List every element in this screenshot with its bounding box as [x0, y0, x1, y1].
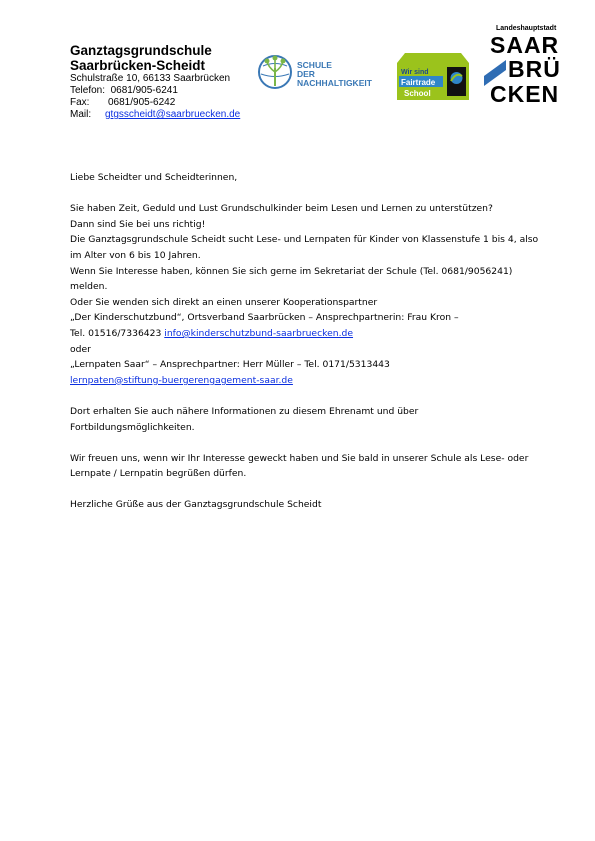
fairtrade-text-school: School	[404, 89, 431, 98]
fairtrade-mark-icon	[451, 72, 463, 84]
phone-row	[70, 85, 240, 97]
salutation: Liebe Scheidter und Scheidterinnen,	[70, 172, 238, 183]
landeshauptstadt-saarbruecken-logo	[484, 22, 564, 107]
fairtrade-text-fairtrade: Fairtrade	[401, 78, 436, 87]
kinderschutzbund-phone: Tel. 01516/7336423	[70, 327, 165, 339]
globe-tree-icon	[259, 56, 291, 89]
kinderschutzbund-email-link[interactable]: info@kinderschutzbund-saarbruecken.de	[164, 327, 354, 339]
letterhead	[70, 43, 240, 121]
letter-body	[70, 170, 540, 513]
city-text-cken: CKEN	[490, 81, 560, 107]
closing: Herzliche Grüße aus der Ganztagsgrundschule Scheidt	[70, 499, 322, 511]
fax-row	[70, 97, 240, 109]
paragraph-1-line-6: melden.	[70, 281, 108, 293]
paragraph-1-line-1: Sie haben Zeit, Geduld und Lust Grundschulkinder beim Lesen und Lernen zu unterstützen?	[70, 203, 493, 215]
schule-der-nachhaltigkeit-logo	[255, 50, 390, 95]
city-caption: Landeshauptstadt	[496, 25, 557, 32]
phone-number: 0681/905-6241	[110, 85, 178, 96]
fairtrade-roof-shape	[397, 53, 469, 63]
fax-label: Fax:	[70, 97, 90, 108]
paragraph-1-line-10: oder	[70, 343, 91, 355]
school-address: Schulstraße 10, 66133 Saarbrücken	[70, 73, 231, 84]
paragraph-3-line-1: Wir freuen uns, wenn wir Ihr Interesse geweckt haben und Sie bald in unserer Schule als Lese- oder	[70, 452, 529, 464]
paragraph-1-line-3: Die Ganztagsgrundschule Scheidt sucht Lese- und Lernpaten für Kinder von Klassenstufe 1 bis 4, also	[70, 234, 539, 246]
fairtrade-text-wir-sind: Wir sind	[401, 69, 429, 76]
logo-text-schule: SCHULE	[297, 60, 332, 70]
logo-text-der: DER	[297, 69, 315, 79]
paragraph-2-line-2: Fortbildungsmöglichkeiten.	[70, 421, 195, 433]
mail-label: Mail:	[70, 109, 92, 120]
city-text-saar: SAAR	[490, 32, 560, 58]
school-email-link[interactable]: gtgsscheidt@saarbruecken.de	[105, 109, 241, 120]
phone-label: Telefon:	[70, 85, 106, 96]
paragraph-1-line-5: Wenn Sie Interesse haben, können Sie sich gerne im Sekretariat der Schule (Tel. 0681/9056241)	[70, 265, 513, 277]
paragraph-1-line-2: Dann sind Sie bei uns richtig!	[70, 218, 206, 230]
paragraph-1-line-9	[70, 326, 540, 342]
paragraph-1-line-8: „Der Kinderschutzbund“, Ortsverband Saarbrücken – Ansprechpartnerin: Frau Kron –	[70, 312, 459, 324]
paragraph-2-line-1: Dort erhalten Sie auch nähere Informationen zu diesem Ehrenamt und über	[70, 405, 419, 417]
paragraph-1-line-12	[70, 373, 540, 389]
fax-number: 0681/905-6242	[108, 97, 176, 108]
paragraph-1-line-11: „Lernpaten Saar“ – Ansprechpartner: Herr Müller – Tel. 0171/5313443	[70, 359, 390, 371]
paragraph-1-line-7: Oder Sie wenden sich direkt an einen unserer Kooperationspartner	[70, 296, 378, 308]
mail-row	[70, 109, 240, 121]
school-name-line1: Ganztagsgrundschule	[70, 43, 212, 58]
fairtrade-school-logo	[397, 51, 469, 100]
logo-text-nachhaltigkeit: NACHHALTIGKEIT	[297, 78, 372, 88]
paragraph-3-line-2: Lernpate / Lernpatin begrüßen dürfen.	[70, 468, 247, 480]
paragraph-1-line-4: im Alter von 6 bis 10 Jahren.	[70, 249, 201, 261]
school-name-line2: Saarbrücken-Scheidt	[70, 58, 206, 73]
city-text-brue: BRÜ	[508, 56, 561, 82]
lernpaten-email-link[interactable]: lernpaten@stiftung-buergerengagement-saar.de	[70, 374, 293, 386]
